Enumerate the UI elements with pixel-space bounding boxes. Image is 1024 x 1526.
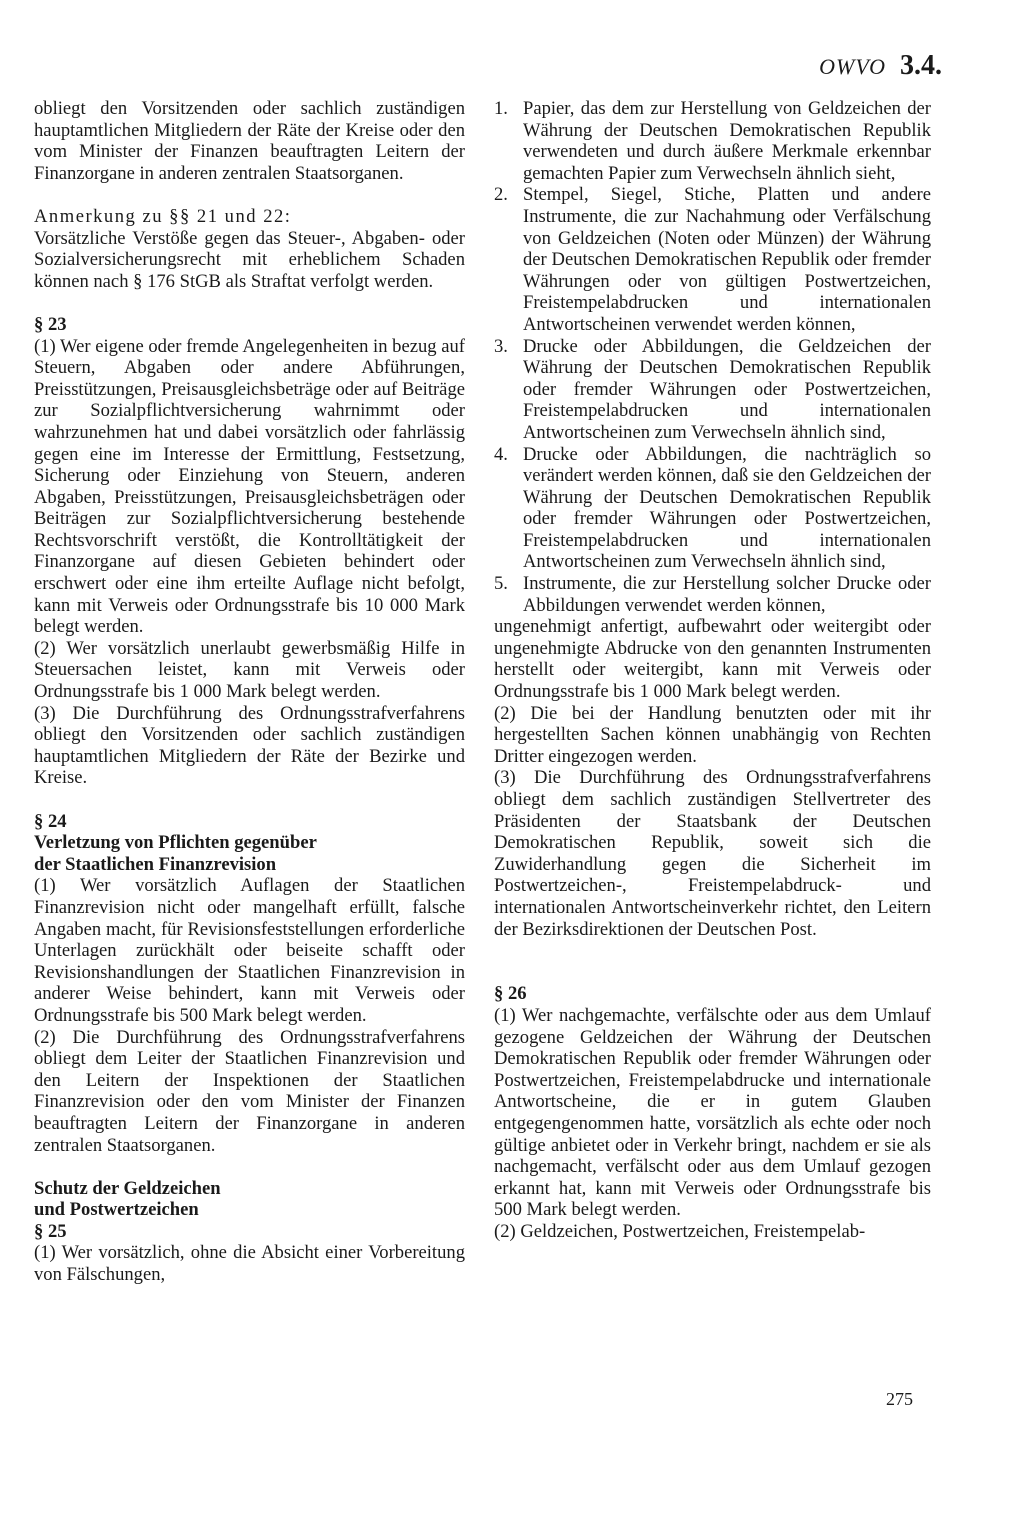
note-text: Vorsätzliche Verstöße gegen das Steuer-, Abgaben- oder Sozialversicherungsrecht mit erheblichem Schaden können nach § 176 StGB als Straftat verfolgt werden.: [34, 227, 465, 292]
list-item-number: 5.: [494, 573, 508, 595]
instrument-list: [494, 98, 931, 616]
list-item: [494, 444, 931, 574]
list-item: [494, 336, 931, 444]
section-25-heading-line-1: Schutz der Geldzeichen: [34, 1177, 221, 1199]
section-24-paragraph-1: (1) Wer vorsätzlich Auflagen der Staatlichen Finanzrevision nicht oder mangelhaft erfüllt, falsche Angaben macht, für Revisionsfeststellungen erforderliche Unterlagen zurückhält oder beiseite schafft oder Revisionshandlungen der Staatlichen Finanzrevision in anderer Weise behindert, kann mit Verweis oder Ordnungsstrafe bis 500 Mark belegt werden.: [34, 875, 465, 1026]
page-number: 275: [886, 1389, 913, 1409]
right-column: [494, 98, 931, 1242]
list-item-number: 4.: [494, 443, 508, 465]
section-23-paragraph-2: (2) Wer vorsätzlich unerlaubt gewerbsmäßig Hilfe in Steuersachen leistet, kann mit Verweis oder Ordnungsstrafe bis 1 000 Mark belegt werden.: [34, 637, 465, 703]
header-section-number: 3.4.: [900, 50, 942, 81]
section-25-paragraph-2: (2) Die bei der Handlung benutzten oder mit ihr hergestellten Sachen können unabhängig von Rechten Dritter eingezogen werden.: [494, 702, 931, 767]
section-24-heading-line-1: Verletzung von Pflichten gegenüber: [34, 832, 317, 854]
list-item: [494, 98, 931, 184]
note-title: Anmerkung zu §§ 21 und 22:: [34, 205, 292, 227]
running-header: [819, 50, 942, 82]
list-item-number: 1.: [494, 98, 508, 119]
section-25-continuation: ungenehmigt anfertigt, aufbewahrt oder weitergibt oder ungenehmigte Abdrucke von den genannten Instrumenten herstellt oder weitergibt, kann mit Verweis oder Ordnungsstrafe bis 1 000 Mark belegt werden.: [494, 616, 931, 703]
section-26-title: § 26: [494, 983, 527, 1005]
section-24-heading-line-2: der Staatlichen Finanzrevision: [34, 853, 277, 875]
intro-paragraph: obliegt den Vorsitzenden oder sachlich zuständigen hauptamtlichen Mitgliedern der Räte der Kreise oder den vom Minister der Finanzen beauftragten Leitern der Finanzorgane in anderen zentralen Staatsorganen.: [34, 98, 465, 184]
section-25-paragraph-3: (3) Die Durchführung des Ordnungsstrafverfahrens obliegt dem sachlich zuständigen Stellvertreter des Präsidenten der Staatsbank der Deutschen Demokratischen Republik, soweit sich die Zuwiderhandlung gegen die Sicherheit im Postwertzeichen-, Freistempelabdruck- und internationalen Antwortscheinverkehr richtet, den Leitern der Bezirksdirektionen der Deutschen Post.: [494, 767, 931, 940]
section-23-title: § 23: [34, 313, 67, 335]
section-26-paragraph-1: (1) Wer nachgemachte, verfälschte oder aus dem Umlauf gezogene Geldzeichen der Währung der Deutschen Demokratischen Republik oder fremder Währungen oder Postwertzeichen, Freistempelabdrucke und internationale Antwortscheine, die er in gutem Glauben entgegengenommen hatte, vorsätzlich als echte oder noch gültige anbietet oder in Verkehr bringt, nachdem er sie als nachgemacht, verfälscht oder aus dem Umlauf gezogen erkannt hat, kann mit Verweis oder Ordnungsstrafe bis 500 Mark belegt werden.: [494, 1004, 931, 1221]
left-column: [34, 98, 465, 1286]
list-item: [494, 184, 931, 335]
section-25-title: § 25: [34, 1220, 67, 1242]
section-25-heading-line-2: und Postwertzeichen: [34, 1199, 199, 1221]
section-26-paragraph-2: (2) Geldzeichen, Postwertzeichen, Freistempelab-: [494, 1220, 866, 1242]
list-item-text: Drucke oder Abbildungen, die nachträglich so verändert werden können, daß sie den Geldzeichen der Währung der Deutschen Demokratischen Republik oder fremder Währungen oder Postwertzeichen, Freistempelabdrucken und internationalen Antwortscheinen zum Verwechseln ähnlich sind,: [523, 443, 931, 573]
list-item: [494, 573, 931, 616]
section-24-paragraph-2: (2) Die Durchführung des Ordnungsstrafverfahrens obliegt dem Leiter der Staatlichen Finanzrevision und den Leitern der Inspektionen der Staatlichen Finanzrevision oder den vom Minister der Finanzen beauftragten Leitern der Finanzorgane in anderen zentralen Staatsorganen.: [34, 1026, 465, 1156]
section-23-paragraph-3: (3) Die Durchführung des Ordnungsstrafverfahrens obliegt den Vorsitzenden oder sachlich zuständigen hauptamtlichen Mitgliedern der Räte der Bezirke und Kreise.: [34, 702, 465, 789]
list-item-text: Drucke oder Abbildungen, die Geldzeichen der Währung der Deutschen Demokratischen Republik oder fremder Währungen oder Postwertzeichen, Freistempelabdrucken und internationalen Antwortscheinen zum Verwechseln ähnlich sind,: [523, 335, 931, 443]
list-item-text: Stempel, Siegel, Stiche, Platten und andere Instrumente, die zur Nachahmung oder Verfälschung von Geldzeichen (Noten oder Münzen) der Währung der Deutschen Demokratischen Republik oder fremder Währungen oder von gültigen Postwertzeichen, Freistempelabdrucken und internationalen Antwortscheinen verwendet werden können,: [523, 184, 931, 335]
list-item-text: Instrumente, die zur Herstellung solcher Drucke oder Abbildungen verwendet werden können,: [523, 573, 931, 616]
section-23-paragraph-1: (1) Wer eigene oder fremde Angelegenheiten in bezug auf Steuern, Abgaben oder andere Abführungen, Preisstützungen, Preisausgleichsbeträge oder auf Beiträge zur Sozialpflichtversicherung wahrnimmt oder wahrzunehmen hat und dabei vorsätzlich oder fahrlässig gegen eine im Interesse der Ermittlung, Festsetzung, Sicherung oder Einziehung von Steuern, anderen Abgaben, Preisstützungen, Preisausgleichsbeträgen oder Beiträgen zur Sozialpflichtversicherung bestehende Rechtsvorschrift verstößt, die Kontrolltätigkeit der Finanzorgane auf diesen Gebieten behindert oder erschwert oder eine ihm erteilte Auflage nicht befolgt, kann mit Verweis oder Ordnungsstrafe bis 10 000 Mark belegt werden.: [34, 335, 465, 638]
header-code: OWVO: [819, 54, 886, 79]
list-item-number: 2.: [494, 184, 508, 206]
list-item-number: 3.: [494, 335, 508, 357]
list-item-text: Papier, das dem zur Herstellung von Geldzeichen der Währung der Deutschen Demokratischen Republik verwendeten und durch äußere Merkmale erkennbar gemachten Papier zum Verwechseln ähnlich sieht,: [523, 98, 931, 184]
section-24-title: § 24: [34, 810, 67, 832]
section-25-paragraph-1: (1) Wer vorsätzlich, ohne die Absicht einer Vorbereitung von Fälschungen,: [34, 1242, 465, 1286]
